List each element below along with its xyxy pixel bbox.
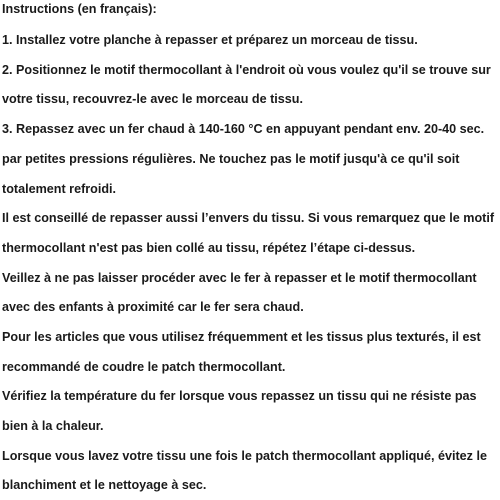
instruction-line: par petites pressions régulières. Ne touchez pas le motif jusqu'à ce qu'il soit: [2, 152, 460, 166]
instructions-heading: Instructions (en français):: [2, 2, 157, 16]
instruction-line: 1. Installez votre planche à repasser et préparez un morceau de tissu.: [2, 33, 418, 47]
instruction-line: Lorsque vous lavez votre tissu une fois le patch thermocollant appliqué, évitez le: [2, 449, 487, 463]
instruction-line: 2. Positionnez le motif thermocollant à l'endroit où vous voulez qu'il se trouve sur: [2, 63, 491, 77]
instruction-line: avec des enfants à proximité car le fer sera chaud.: [2, 300, 304, 314]
instruction-line: Veillez à ne pas laisser procéder avec le fer à repasser et le motif thermocollant: [2, 271, 477, 285]
instruction-line: votre tissu, recouvrez-le avec le morceau de tissu.: [2, 92, 303, 106]
instruction-line: totalement refroidi.: [2, 182, 117, 196]
instruction-line: 3. Repassez avec un fer chaud à 140-160 °C en appuyant pendant env. 20-40 sec.: [2, 122, 485, 136]
instruction-line: Pour les articles que vous utilisez fréquemment et les tissus plus texturés, il est: [2, 330, 481, 344]
instruction-line: Il est conseillé de repasser aussi l’envers du tissu. Si vous remarquez que le motif: [2, 211, 495, 225]
instruction-line: bien à la chaleur.: [2, 419, 104, 433]
instruction-line: thermocollant n'est pas bien collé au tissu, répétez l’étape ci-dessus.: [2, 241, 416, 255]
instruction-line: blanchiment et le nettoyage à sec.: [2, 478, 207, 492]
instruction-line: recommandé de coudre le patch thermocollant.: [2, 360, 286, 374]
instruction-line: Vérifiez la température du fer lorsque vous repassez un tissu qui ne résiste pas: [2, 389, 477, 403]
